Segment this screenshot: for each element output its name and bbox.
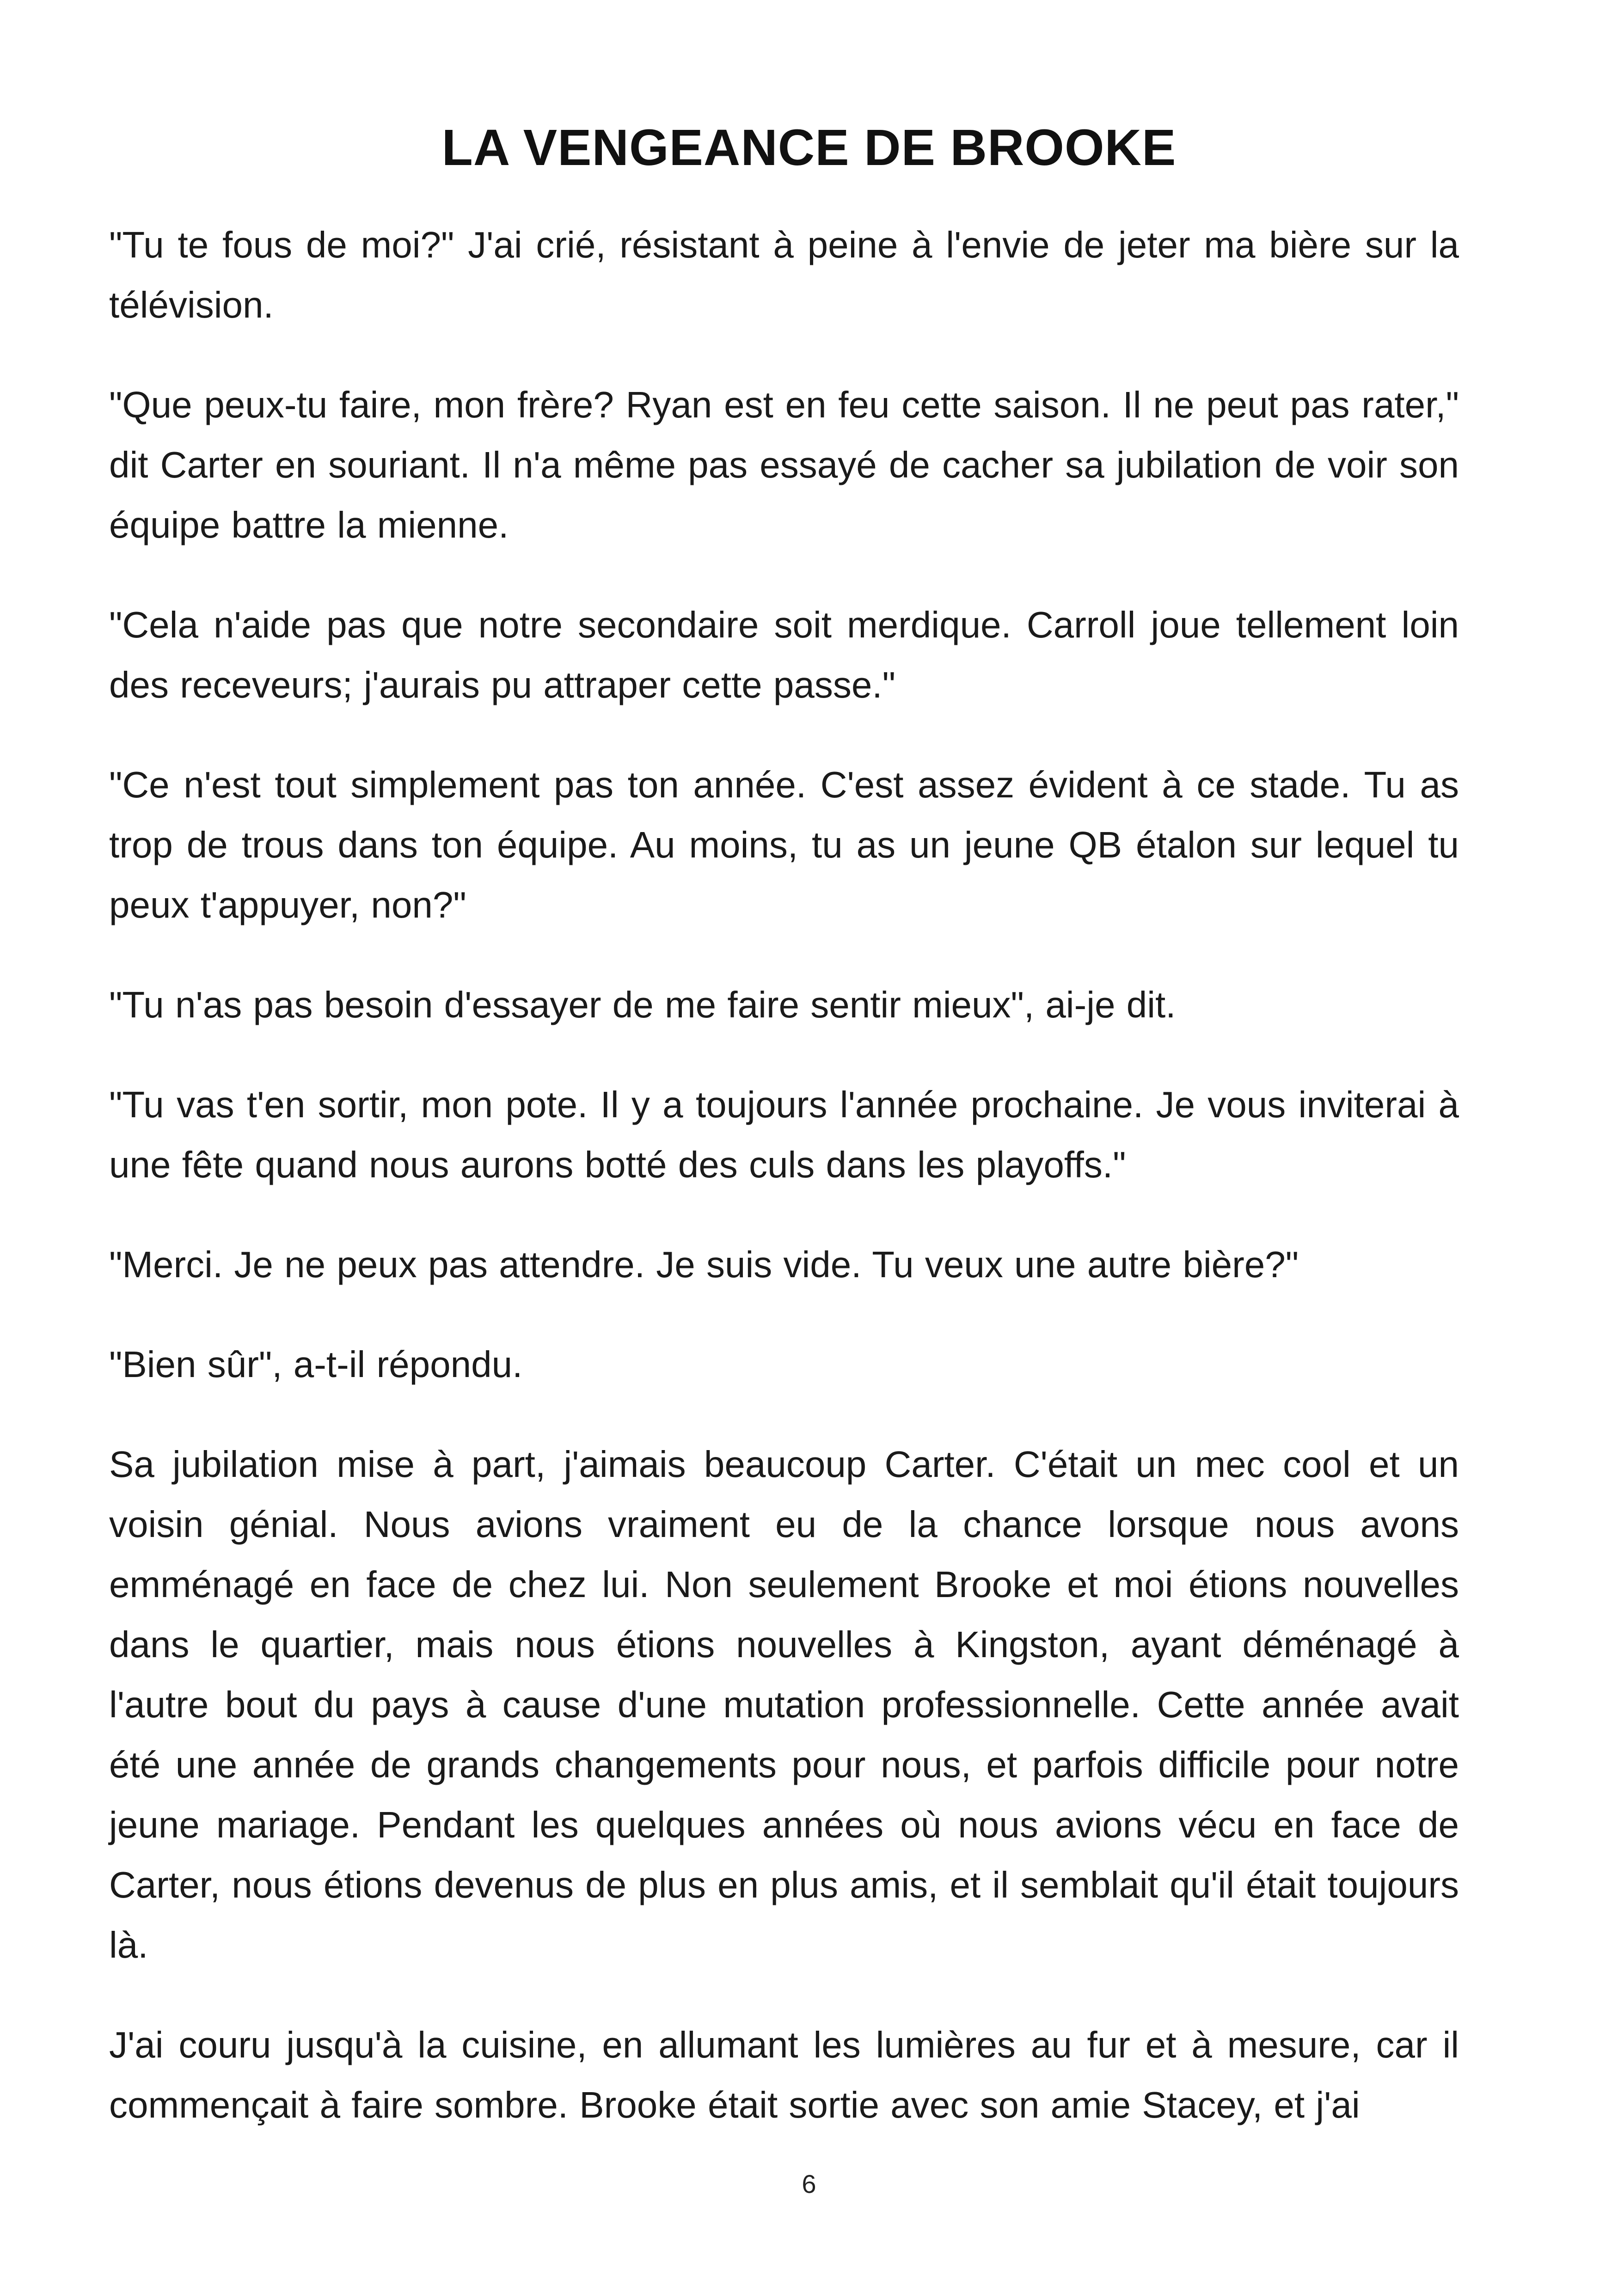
paragraph: "Merci. Je ne peux pas attendre. Je suis vide. Tu veux une autre bière?" (109, 1244, 1299, 1285)
paragraph: "Ce n'est tout simplement pas ton année. C'est assez évident à ce stade. Tu as trop de trous dans ton équipe. Au moins, tu as un jeune QB étalon sur lequel tu peux t'appuyer, non?" (109, 764, 1459, 925)
body-text (109, 215, 1459, 2175)
paragraph: J'ai couru jusqu'à la cuisine, en allumant les lumières au fur et à mesure, car il commençait à faire sombre. Brooke était sortie avec son amie Stacey, et j'ai (109, 2024, 1459, 2125)
paragraph: "Tu n'as pas besoin d'essayer de me faire sentir mieux", ai-je dit. (109, 984, 1176, 1025)
paragraph: "Tu vas t'en sortir, mon pote. Il y a toujours l'année prochaine. Je vous inviterai à une fête quand nous aurons botté des culs dans les playoffs." (109, 1084, 1459, 1185)
paragraph: "Cela n'aide pas que notre secondaire soit merdique. Carroll joue tellement loin des receveurs; j'aurais pu attraper cette passe." (109, 604, 1459, 705)
paragraph: Sa jubilation mise à part, j'aimais beaucoup Carter. C'était un mec cool et un voisin génial. Nous avions vraiment eu de la chance lorsque nous avons emménagé en face de chez lui. Non seulement Brooke et moi étions nouvelles dans le quartier, mais nous étions nouvelles à Kingston, ayant déménagé à l'autre bout du pays à cause d'une mutation professionnelle. Cette année avait été une année de grands changements pour nous, et parfois difficile pour notre jeune mariage. Pendant les quelques années où nous avions vécu en face de Carter, nous étions devenus de plus en plus amis, et il semblait qu'il était toujours là. (109, 1444, 1459, 1965)
paragraph: "Bien sûr", a-t-il répondu. (109, 1344, 523, 1385)
paragraph: "Tu te fous de moi?" J'ai crié, résistant à peine à l'envie de jeter ma bière sur la télévision. (109, 224, 1459, 325)
chapter-title: LA VENGEANCE DE BROOKE (441, 119, 1177, 176)
paragraph: "Que peux-tu faire, mon frère? Ryan est en feu cette saison. Il ne peut pas rater," dit Carter en souriant. Il n'a même pas essayé de cacher sa jubilation de voir son équipe battre la mienne. (109, 384, 1459, 545)
page-number: 6 (802, 2169, 816, 2198)
